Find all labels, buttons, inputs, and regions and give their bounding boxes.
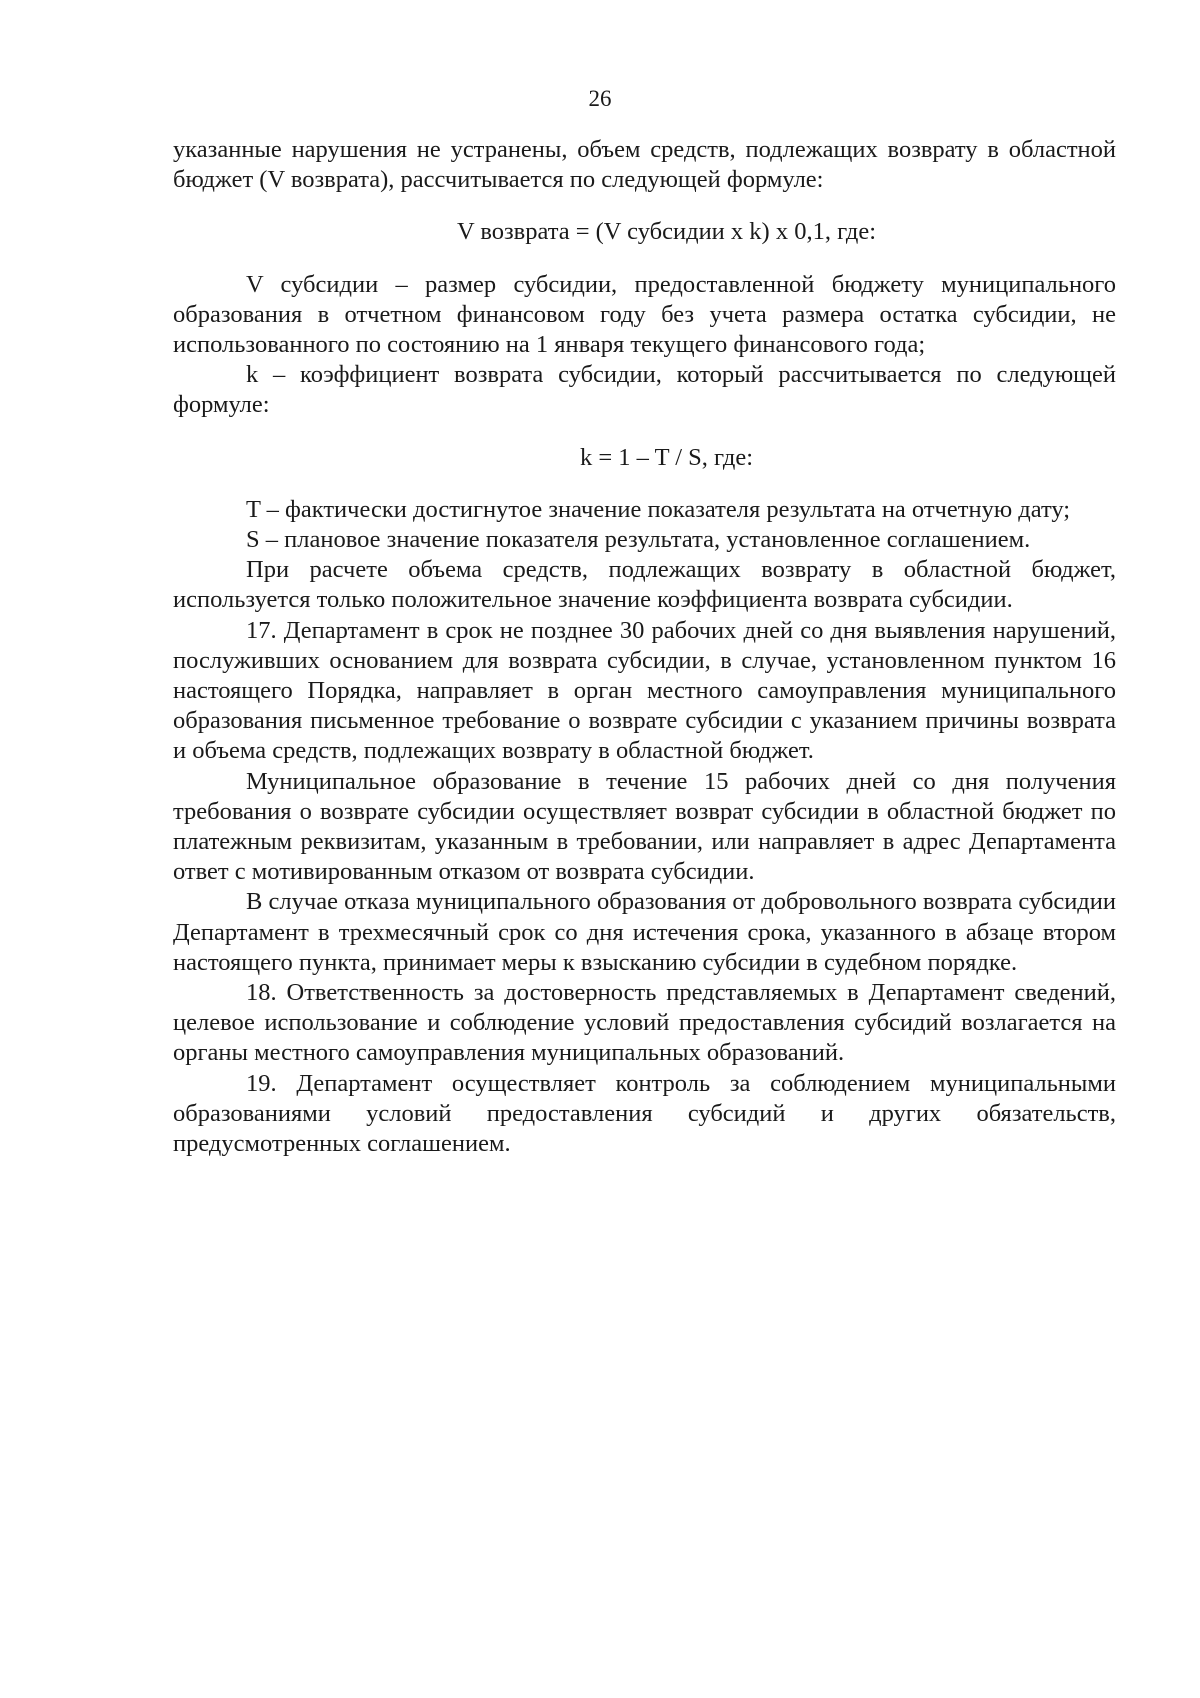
paragraph-t-definition: T – фактически достигнутое значение показателя результата на отчетную дату; bbox=[246, 495, 1071, 523]
formula-refund-volume: V возврата = (V субсидии x k) x 0,1, где: bbox=[456, 218, 877, 246]
paragraph-item-19: 19. Департамент осуществляет контроль за соблюдением муниципальными образованиями условий предоставления субсидий и других обязательств, предусмотренных соглашением. bbox=[173, 1069, 1116, 1158]
paragraph-v-subsidy-definition: V субсидии – размер субсидии, предоставленной бюджету муниципального образования в отчетном финансовом году без учета размера остатка субсидии, не использованного по состоянию на 1 января текущего финансового года; bbox=[173, 270, 1116, 359]
document-body bbox=[173, 135, 1116, 1159]
paragraph-refusal-case: В случае отказа муниципального образования от добровольного возврата субсидии Департамент в трехмесячный срок со дня истечения срока, указанного в абзаце втором настоящего пункта, принимает меры к взысканию субсидии в судебном порядке. bbox=[173, 888, 1116, 976]
paragraph-continuation: указанные нарушения не устранены, объем средств, подлежащих возврату в областной бюджет (V возврата), рассчитывается по следующей формуле: bbox=[173, 136, 1116, 194]
paragraph-item-17: 17. Департамент в срок не позднее 30 рабочих дней со дня выявления нарушений, послуживших основанием для возврата субсидии, в случае, установленном пунктом 16 настоящего Порядка, направляет в орган местного самоуправления муниципального образования письменное требование о возврате субсидии с указанием причины возврата и объема средств, подлежащих возврату в областной бюджет. bbox=[173, 616, 1116, 765]
paragraph-s-definition: S – плановое значение показателя результата, установленное соглашением. bbox=[246, 526, 1031, 554]
formula-k-coefficient: k = 1 – T / S, где: bbox=[579, 443, 754, 471]
page-number: 26 bbox=[588, 86, 612, 111]
paragraph-k-definition: k – коэффициент возврата субсидии, который рассчитывается по следующей формуле: bbox=[173, 361, 1116, 419]
paragraph-positive-coefficient: При расчете объема средств, подлежащих возврату в областной бюджет, используется только положительное значение коэффициента возврата субсидии. bbox=[173, 556, 1116, 614]
paragraph-municipal-return: Муниципальное образование в течение 15 рабочих дней со дня получения требования о возврате субсидии осуществляет возврат субсидии в областной бюджет по платежным реквизитам, указанным в требовании, или направляет в адрес Департамента ответ с мотивированным отказом от возврата субсидии. bbox=[173, 767, 1116, 886]
paragraph-item-18: 18. Ответственность за достоверность представляемых в Департамент сведений, целевое использование и соблюдение условий предоставления субсидий возлагается на органы местного самоуправления муниципальных образований. bbox=[173, 979, 1116, 1067]
